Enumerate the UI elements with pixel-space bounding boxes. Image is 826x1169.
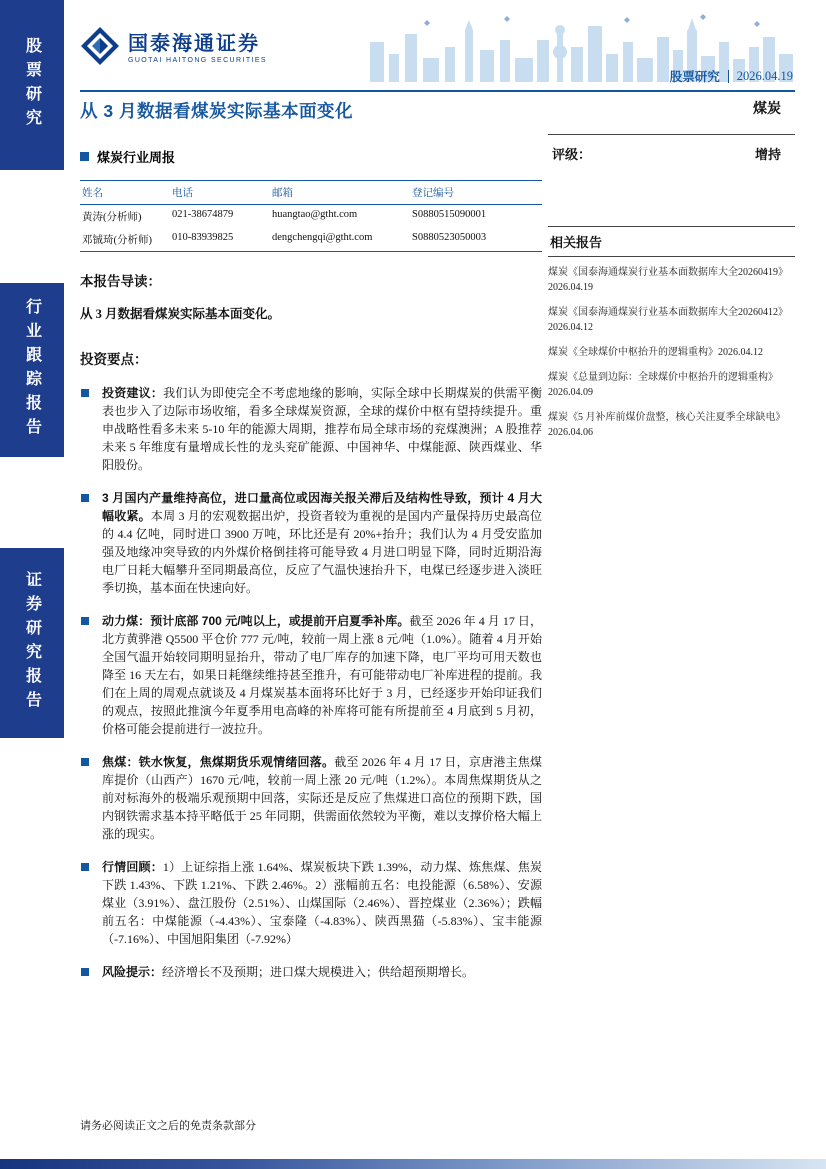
- key-point-item: [80, 612, 542, 738]
- bullet-square-icon: [81, 617, 89, 625]
- rating-row: [548, 134, 795, 172]
- bullet-square-icon: [81, 758, 89, 766]
- report-guide-text: 从 3 月数据看煤炭实际基本面变化。: [80, 307, 281, 321]
- header-category: 股票研究: [669, 70, 720, 84]
- key-point-body: 1）上证综指上涨 1.64%、煤炭板块下跌 1.39%，动力煤、炼焦煤、焦炭下跌 1.43%、下跌 1.21%、下跌 2.46%。2）涨幅前五名：电投能源（6.58%）、安源煤业（3.91%）、盘江股份（2.51%）、山煤国际（2.46%）、晋控煤业（2.36%）；跌幅前五名：中煤能源（-4.43%）、宝泰隆（-4.83%）、陕西黑猫（-5.83%）、宝丰能源（-7.16%）、中国旭阳集团（-7.92%）: [102, 860, 542, 946]
- bullet-square-icon: [81, 389, 89, 397]
- analyst-email: huangtao@gtht.com: [272, 209, 358, 220]
- brand-logo-icon: [80, 26, 120, 71]
- related-report-item: 煤炭《总量到边际：全球煤价中枢抬升的逻辑重构》2026.04.09: [548, 372, 778, 398]
- brand-name-en: GUOTAI HAITONG SECURITIES: [128, 56, 267, 64]
- bullet-square-icon: [81, 494, 89, 502]
- related-report-item: 煤炭《国泰海通煤炭行业基本面数据库大全20260419》2026.04.19: [548, 267, 788, 293]
- sidebar-banner-label: 行业跟踪报告: [23, 298, 41, 442]
- sidebar-banner-securities-research: [0, 548, 64, 738]
- brand-text: [128, 33, 267, 65]
- bottom-gradient-bar: [0, 1159, 826, 1169]
- related-reports-list: [548, 265, 795, 440]
- col-header-email: 邮箱: [272, 187, 293, 199]
- sidebar-banner-label: 证券研究报告: [23, 571, 41, 715]
- key-point-body: 截至 2026 年 4 月 17 日，京唐港主焦煤库提价（山西产）1670 元/吨，较前一周上涨 20 元/吨（1.2%）。本周焦煤期货从之前对标海外的极端乐观预期中回落，实际还是反应了焦煤进口高位的预期下跌，国内钢铁需求基本持平略低于 25 年同期，供需面依然较为平衡，难以支撑价格大幅上涨的现实。: [102, 755, 542, 841]
- analyst-row: [80, 228, 542, 251]
- related-reports: [548, 226, 795, 440]
- key-point-body: 经济增长不及预期；进口煤大规模进入；供给超预期增长。: [162, 965, 475, 979]
- main-column: [80, 98, 542, 996]
- bullet-square-icon: [81, 968, 89, 976]
- key-point-lead: 3 月国内产量维持高位，进口量高位或因海关报关滞后及结构性导致，预计 4 月大幅收紧。: [102, 491, 542, 523]
- sidebar-banner-industry-tracking: [0, 283, 64, 457]
- related-report-item: 煤炭《国泰海通煤炭行业基本面数据库大全20260412》2026.04.12: [548, 307, 788, 333]
- disclaimer-note: 请务必阅读正文之后的免责条款部分: [80, 1120, 256, 1132]
- brand-name-cn: 国泰海通证券: [128, 32, 260, 55]
- brand-logo: [80, 26, 267, 71]
- analyst-email: dengchengqi@gtht.com: [272, 232, 373, 243]
- related-reports-title: 相关报告: [548, 226, 795, 257]
- key-point-item: [80, 489, 542, 597]
- subtitle-row: [80, 147, 542, 166]
- key-point-body: 我们认为即使完全不考虑地缘的影响，实际全球中长期煤炭的供需平衡表也步入了边际市场收缩，看多全球煤炭资源，全球的煤价中枢有望持续提升。重申战略性看多未来 5-10 年的能源大周期，推荐布局全球市场的兖煤澳洲；A 股推荐未来 5 年维度有量增成长性的龙头兖矿能源、中国神华、中煤能源、陕西煤业、华阳股份。: [102, 386, 542, 472]
- key-point-lead: 投资建议：: [102, 386, 164, 400]
- report-guide-label: 本报告导读：: [80, 274, 161, 289]
- analyst-name: 黄涛(分析师): [82, 212, 142, 223]
- related-report-item: 煤炭《全球煤价中枢抬升的逻辑重构》2026.04.12: [548, 347, 763, 358]
- col-header-phone: 电话: [172, 187, 193, 199]
- bullet-square-icon: [81, 863, 89, 871]
- analyst-regno: S0880523050003: [412, 232, 487, 243]
- square-bullet-icon: [80, 152, 89, 161]
- key-point-item: [80, 963, 542, 981]
- analyst-regno: S0880515090001: [412, 209, 487, 220]
- key-point-item: [80, 858, 542, 948]
- analyst-phone: 010-83939825: [172, 232, 234, 243]
- rating-value: 增持: [754, 147, 781, 162]
- analyst-row: [80, 205, 542, 228]
- related-report-item: 煤炭《5 月补库前煤价盘整，核心关注夏季全球缺电》2026.04.06: [548, 412, 786, 438]
- sidebar-banner-stock-research: [0, 0, 64, 170]
- key-point-lead: 焦煤：铁水恢复，焦煤期货乐观情绪回落。: [102, 755, 335, 769]
- key-point-body: 截至 2026 年 4 月 17 日，北方黄骅港 Q5500 平仓价 777 元/吨，较前一周上涨 8 元/吨（1.0%）。随着 4 月开始全国气温开始较同期明显抬升，带动了电厂库存的加速下降，电厂平均可用天数也降至 16 天左右，如果日耗继续维持甚至推升，有可能带动电厂补库进程的提前。我们在上周的周观点就谈及 4 月煤炭基本面将环比好于 3 月，已经逐步开始印证我们的观点，按照此推演今年夏季用电高峰的补库将可能有所提前至 4 月底到 5 月初，价格可能会提前进行一波拉升。: [102, 614, 542, 736]
- key-point-lead: 风险提示：: [102, 965, 163, 979]
- meta-divider: [728, 70, 729, 83]
- col-header-name: 姓名: [82, 187, 103, 199]
- report-subtitle: 煤炭行业周报: [97, 150, 176, 165]
- analyst-table: [80, 180, 542, 252]
- rating-label: 评级：: [552, 147, 592, 162]
- analyst-phone: 021-38674879: [172, 209, 234, 220]
- key-point-lead: 动力煤：预计底部 700 元/吨以上，或提前开启夏季补库。: [102, 614, 410, 628]
- analyst-table-header: [80, 181, 542, 205]
- page-header: [80, 0, 795, 92]
- sidebar-banner-label: 股票研究: [23, 37, 41, 133]
- col-header-regno: 登记编号: [412, 187, 454, 199]
- page-title: 从 3 月数据看煤炭实际基本面变化: [80, 101, 353, 121]
- key-point-body: 本周 3 月的宏观数据出炉，投资者较为重视的是国内产量保持历史最高位的 4.4 亿吨，同时进口 3900 万吨，环比还是有 20%+抬升；我们认为 4 月受安监加强及地缘冲突导致的内外煤价格倒挂将可能导致 4 月进口明显下降，同时近期沿海电厂日耗大幅攀升至同期最高位，反应了气温快速抬升下，电煤已经逐步进入淡旺季切换，基本面在快速向好。: [102, 509, 542, 595]
- header-date: 2026.04.19: [736, 68, 793, 83]
- key-point-lead: 行情回顾：: [102, 860, 163, 874]
- industry-label: 煤炭: [753, 100, 781, 116]
- key-points-list: [80, 384, 542, 981]
- header-meta: [670, 67, 793, 85]
- key-point-item: [80, 753, 542, 843]
- right-column: [548, 98, 795, 450]
- key-point-item: [80, 384, 542, 474]
- analyst-name: 邓铖琦(分析师): [82, 235, 152, 246]
- key-points-label: 投资要点：: [80, 352, 148, 367]
